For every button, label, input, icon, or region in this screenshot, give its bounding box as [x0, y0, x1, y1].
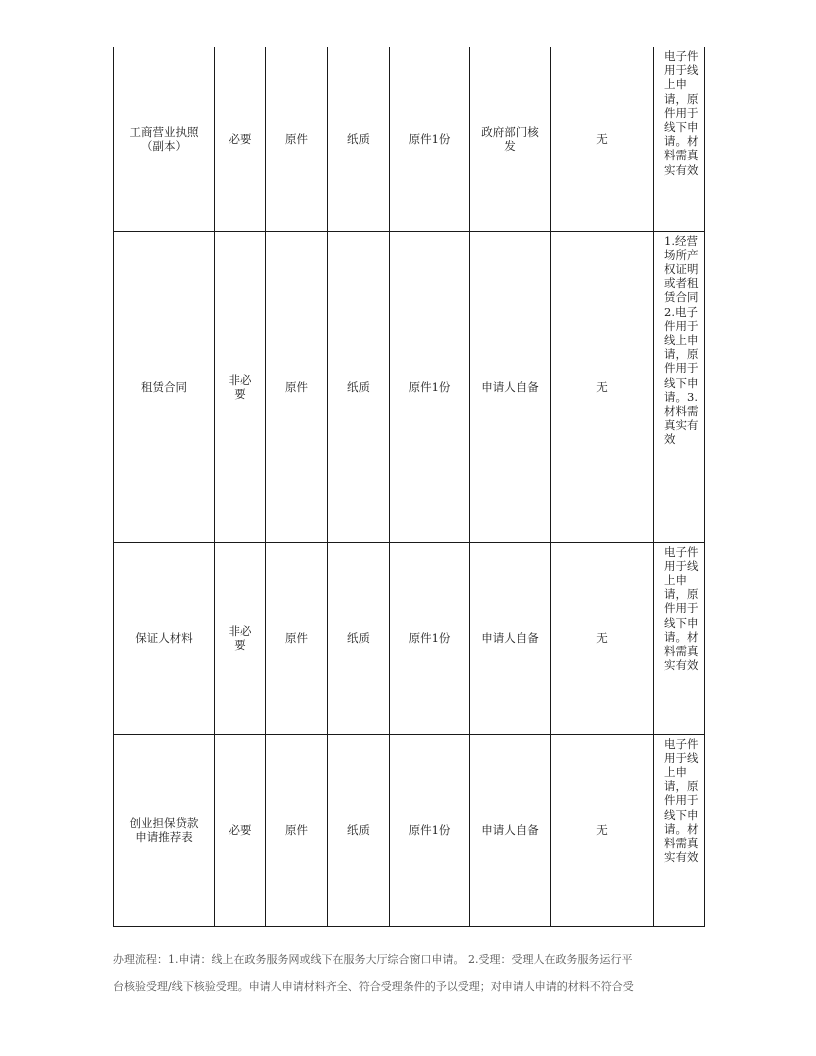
material-note: 无 [551, 231, 654, 542]
material-note: 无 [551, 542, 654, 734]
material-form: 原件 [266, 231, 328, 542]
required-flag: 非必要 [215, 542, 266, 734]
material-note: 无 [551, 47, 654, 231]
required-flag: 必要 [215, 734, 266, 926]
required-flag: 必要 [215, 47, 266, 231]
table-row [114, 47, 705, 231]
material-source: 申请人自备 [470, 734, 551, 926]
material-remark [654, 47, 705, 231]
material-name: 保证人材料 [114, 542, 215, 734]
material-name: 创业担保贷款申请推荐表 [114, 734, 215, 926]
material-form: 原件 [266, 542, 328, 734]
material-quantity: 原件1份 [390, 231, 470, 542]
materials-table [113, 47, 705, 927]
table-row [114, 542, 705, 734]
material-remark [654, 231, 705, 542]
material-quantity: 原件1份 [390, 542, 470, 734]
material-source: 政府部门核发 [470, 47, 551, 231]
table-row [114, 734, 705, 926]
process-line: 台核验受理/线下核验受理。申请人申请材料齐全、符合受理条件的予以受理；对申请人申请的材料不符合受 [113, 980, 634, 993]
material-quantity: 原件1份 [390, 47, 470, 231]
material-quantity: 原件1份 [390, 734, 470, 926]
material-note: 无 [551, 734, 654, 926]
remark-text: 电子件用于线上申请，原件用于线下申请。材料需真实有效 [664, 49, 699, 177]
material-name: 工商营业执照（副本） [114, 47, 215, 231]
table-row [114, 231, 705, 542]
material-form: 原件 [266, 47, 328, 231]
material-source: 申请人自备 [470, 542, 551, 734]
material-media: 纸质 [328, 542, 390, 734]
remark-text: 电子件用于线上申请，原件用于线下申请。材料需真实有效 [664, 736, 699, 865]
material-source: 申请人自备 [470, 231, 551, 542]
material-media: 纸质 [328, 734, 390, 926]
remark-text: 电子件用于线上申请，原件用于线下申请。材料需真实有效 [664, 544, 699, 673]
material-remark [654, 542, 705, 734]
material-form: 原件 [266, 734, 328, 926]
material-media: 纸质 [328, 231, 390, 542]
material-remark [654, 734, 705, 926]
material-media: 纸质 [328, 47, 390, 231]
process-line: 办理流程：1.申请：线上在政务服务网或线下在服务大厅综合窗口申请。 2.受理：受理人在政务服务运行平 [113, 953, 633, 966]
remark-text: 1.经营场所产权证明或者租赁合同2.电子件用于线上申请，原件用于线下申请。3.材料需真实有效 [664, 233, 699, 447]
required-flag: 非必要 [215, 231, 266, 542]
process-description [113, 946, 703, 1000]
material-name: 租赁合同 [114, 231, 215, 542]
